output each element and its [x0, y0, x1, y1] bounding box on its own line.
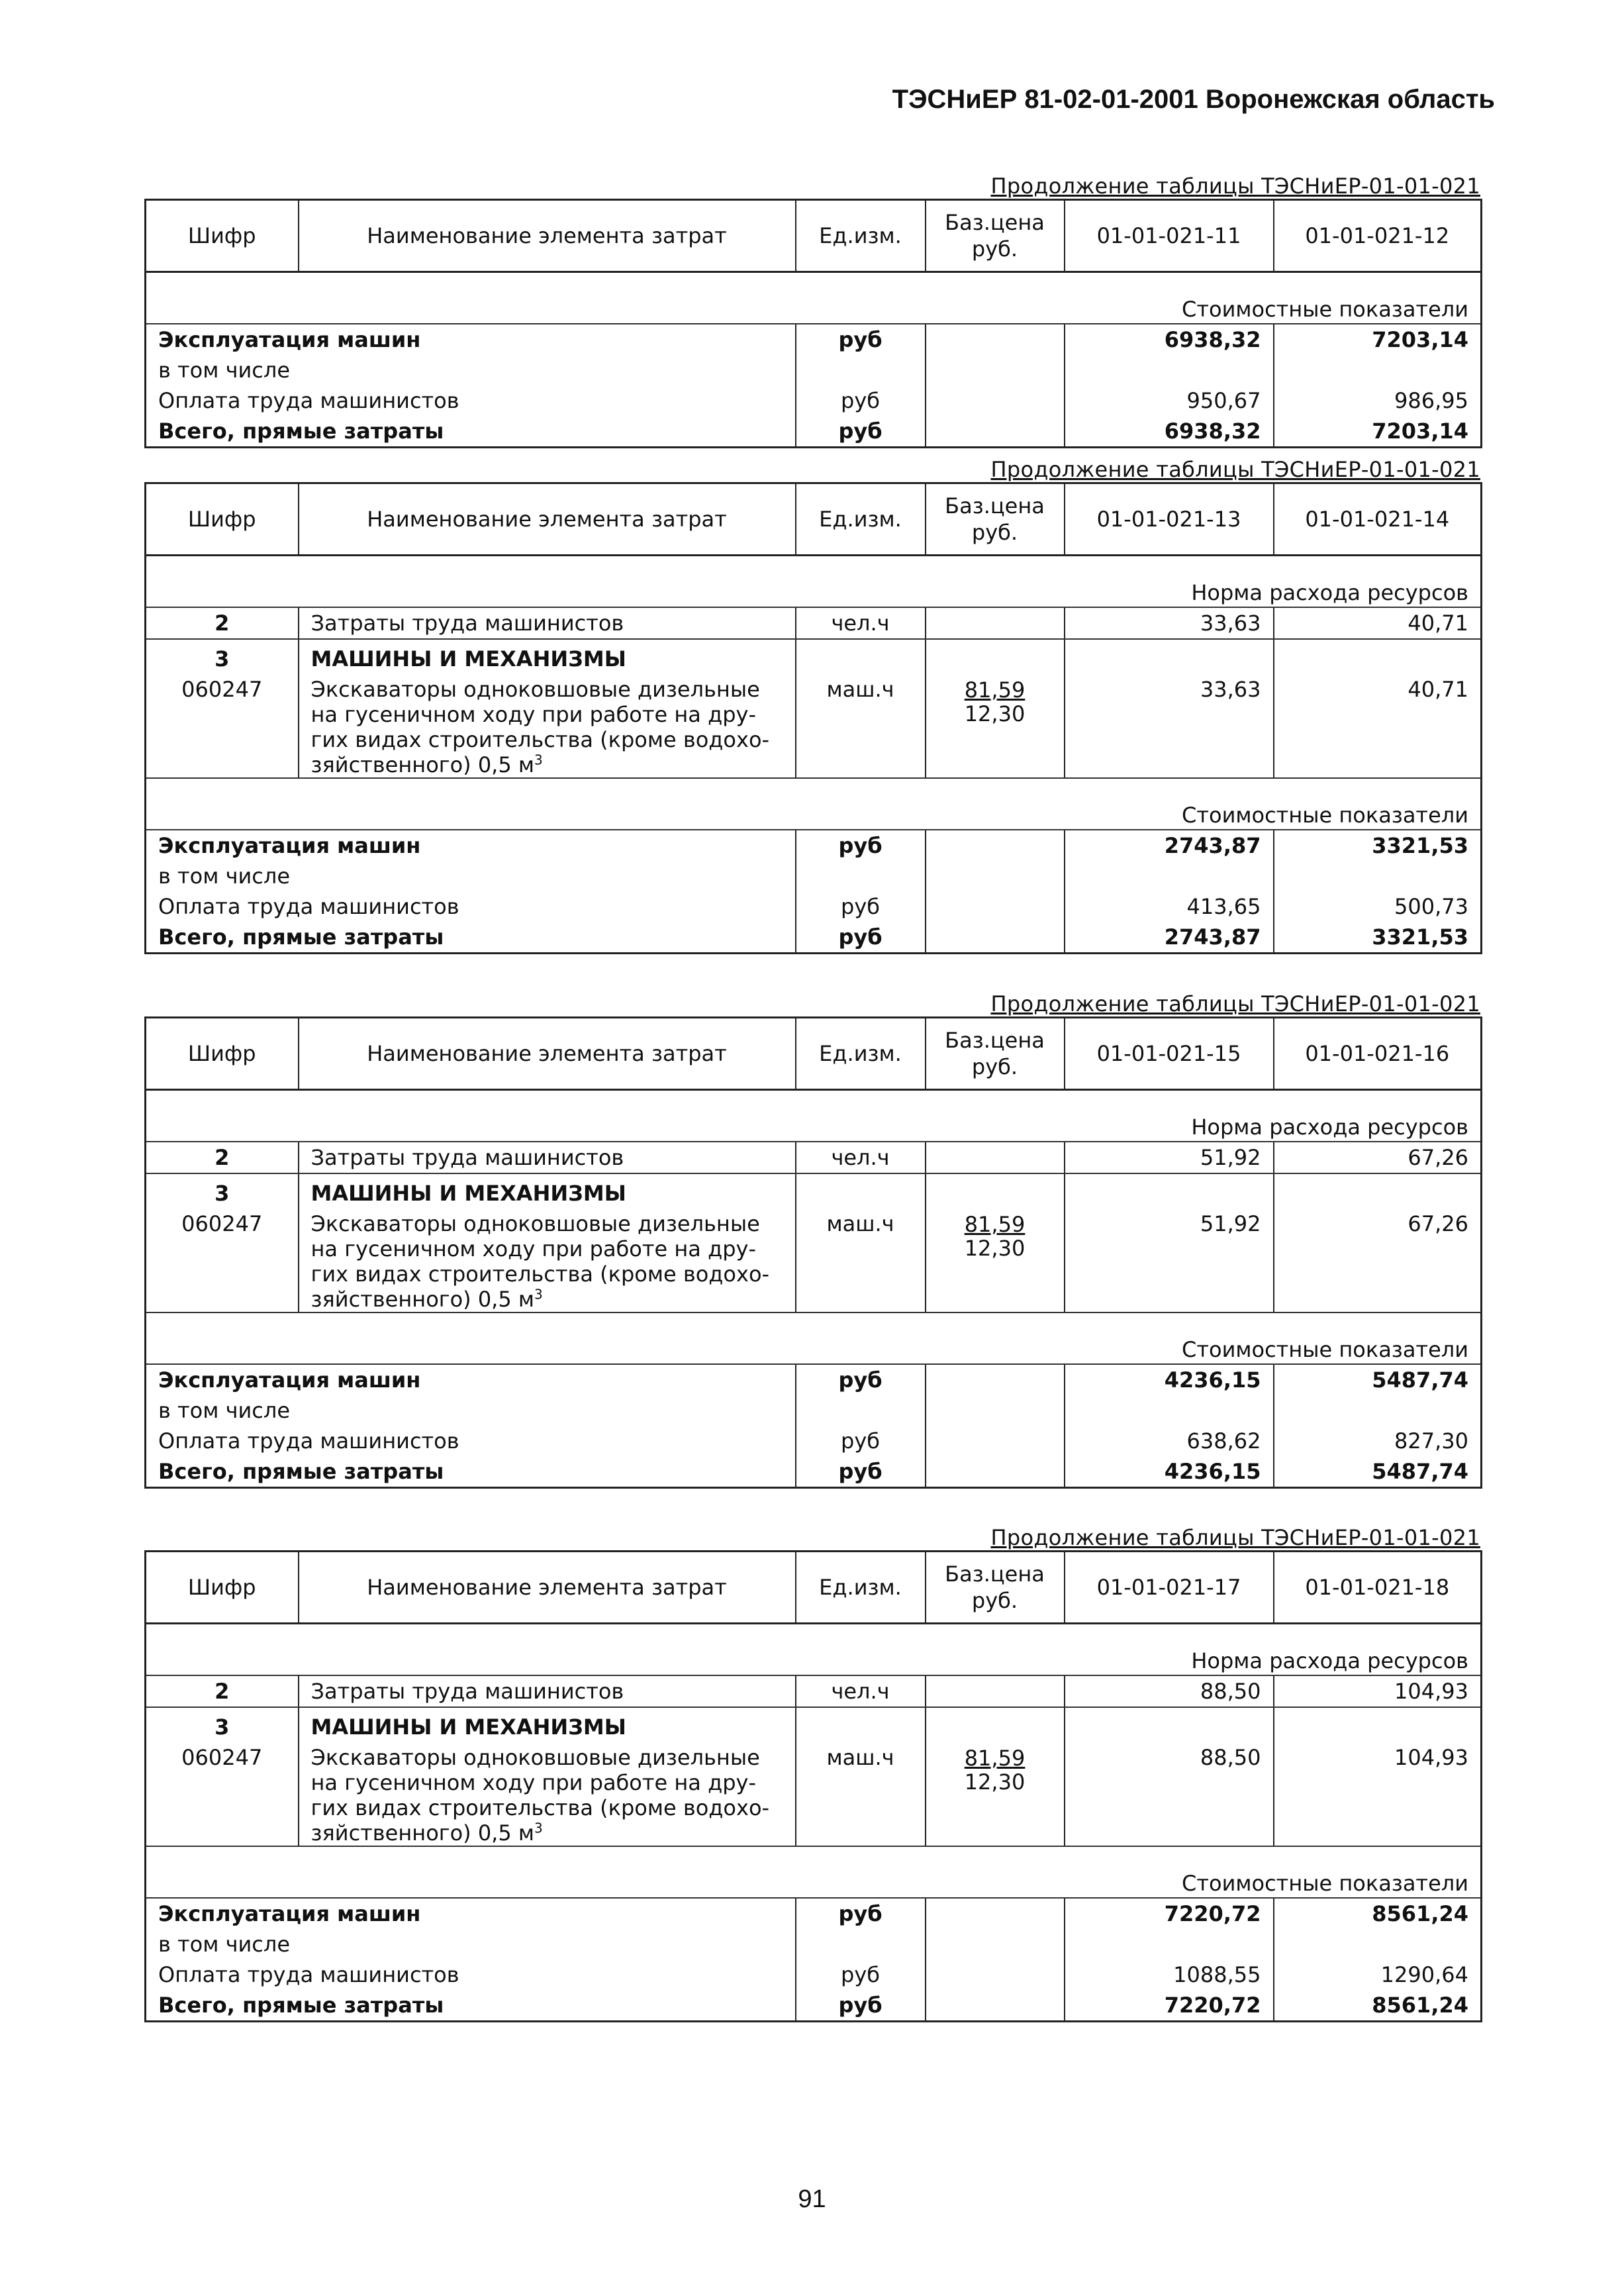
section-header-row	[146, 1869, 1482, 1898]
unit-cell: чел.ч	[796, 1675, 926, 1707]
table-row	[146, 1990, 1482, 2022]
col-header-code-a: 01-01-021-15	[1065, 1018, 1274, 1090]
resource-norm-label: Норма расхода ресурсов	[146, 1113, 1482, 1142]
unit-cell: руб	[796, 830, 926, 861]
col-header-price: Баз.цена руб.	[926, 483, 1065, 556]
section-header-row	[146, 1647, 1482, 1675]
section-header-row	[146, 579, 1482, 607]
unit-cell: руб	[796, 1898, 926, 1929]
col-header-unit: Ед.изм.	[796, 483, 926, 556]
table-row	[146, 324, 1482, 355]
value-cell: 67,26	[1274, 1142, 1482, 1173]
table-row	[146, 674, 1482, 778]
value-cell: 33,63	[1065, 607, 1274, 639]
row-name: Затраты труда машинистов	[299, 1675, 796, 1707]
col-header-unit: Ед.изм.	[796, 1552, 926, 1624]
total-label: Всего, прямые затраты	[146, 1456, 796, 1488]
value-cell: 104,93	[1274, 1742, 1482, 1846]
table-row	[146, 1675, 1482, 1707]
unit-cell: руб	[796, 1456, 926, 1488]
cost-indicators-label: Стоимостные показатели	[146, 801, 1482, 830]
row-code: 2	[146, 1675, 299, 1707]
col-header-unit: Ед.изм.	[796, 1018, 926, 1090]
value-cell: 33,63	[1065, 674, 1274, 778]
value-cell: 3321,53	[1274, 922, 1482, 954]
value-cell: 6938,32	[1065, 324, 1274, 355]
continuation-label: Продолжение таблицы ТЭСНиЕР-01-01-021	[990, 1525, 1480, 1550]
col-header-code-a: 01-01-021-11	[1065, 200, 1274, 272]
resource-norm-label: Норма расхода ресурсов	[146, 1647, 1482, 1675]
value-cell: 3321,53	[1274, 830, 1482, 861]
value-cell: 8561,24	[1274, 1898, 1482, 1929]
col-header-code: Шифр	[146, 483, 299, 556]
section-title: МАШИНЫ И МЕХАНИЗМЫ	[299, 1173, 796, 1209]
unit-cell: чел.ч	[796, 607, 926, 639]
table-row	[146, 355, 1482, 385]
table-row	[146, 416, 1482, 448]
value-cell: 413,65	[1065, 891, 1274, 922]
col-header-unit: Ед.изм.	[796, 200, 926, 272]
machine-op-label: Эксплуатация машин	[146, 830, 796, 861]
table-row	[146, 607, 1482, 639]
col-header-code: Шифр	[146, 1018, 299, 1090]
table-row	[146, 639, 1482, 674]
value-cell: 7220,72	[1065, 1990, 1274, 2022]
price-cell: 81,59 12,30	[926, 1742, 1065, 1846]
col-header-price: Баз.цена руб.	[926, 1018, 1065, 1090]
row-code: 3	[146, 639, 299, 674]
value-cell: 2743,87	[1065, 922, 1274, 954]
section-title: МАШИНЫ И МЕХАНИЗМЫ	[299, 1707, 796, 1742]
value-cell: 6938,32	[1065, 416, 1274, 448]
table-row	[146, 861, 1482, 891]
cost-indicators-label: Стоимостные показатели	[146, 1869, 1482, 1898]
row-code: 060247	[146, 1209, 299, 1312]
table-row	[146, 891, 1482, 922]
machine-name: Экскаваторы одноковшовые дизельные на гусеничном ходу при работе на дру- гих видах строительства (кроме водохо- зяйственного) 0,5 $м^3$	[299, 1742, 796, 1846]
operator-pay-label: Оплата труда машинистов	[146, 385, 796, 416]
table-header-row	[146, 483, 1482, 556]
machine-name: Экскаваторы одноковшовые дизельные на гусеничном ходу при работе на дру- гих видах строительства (кроме водохо- зяйственного) 0,5 $м^3$	[299, 1209, 796, 1312]
resource-table	[144, 1016, 1482, 1489]
resource-table	[144, 482, 1482, 954]
unit-cell: руб	[796, 891, 926, 922]
total-label: Всего, прямые затраты	[146, 922, 796, 954]
cost-indicators-label: Стоимостные показатели	[146, 1336, 1482, 1364]
machine-op-label: Эксплуатация машин	[146, 324, 796, 355]
including-label: в том числе	[146, 1395, 796, 1426]
operator-pay-label: Оплата труда машинистов	[146, 1426, 796, 1456]
row-code: 2	[146, 607, 299, 639]
including-label: в том числе	[146, 1929, 796, 1959]
machine-name: Экскаваторы одноковшовые дизельные на гусеничном ходу при работе на дру- гих видах строительства (кроме водохо- зяйственного) 0,5 $м^3$	[299, 674, 796, 778]
value-cell: 8561,24	[1274, 1990, 1482, 2022]
col-header-code-a: 01-01-021-17	[1065, 1552, 1274, 1624]
row-code: 3	[146, 1173, 299, 1209]
table-row	[146, 1742, 1482, 1846]
table-row	[146, 1209, 1482, 1312]
col-header-code-b: 01-01-021-12	[1274, 200, 1482, 272]
unit-cell: руб	[796, 1959, 926, 1990]
col-header-code-b: 01-01-021-14	[1274, 483, 1482, 556]
continuation-label: Продолжение таблицы ТЭСНиЕР-01-01-021	[990, 173, 1480, 199]
continuation-label: Продолжение таблицы ТЭСНиЕР-01-01-021	[990, 457, 1480, 482]
value-cell: 7203,14	[1274, 324, 1482, 355]
operator-pay-label: Оплата труда машинистов	[146, 891, 796, 922]
operator-pay-label: Оплата труда машинистов	[146, 1959, 796, 1990]
machine-op-label: Эксплуатация машин	[146, 1898, 796, 1929]
value-cell: 104,93	[1274, 1675, 1482, 1707]
value-cell: 4236,15	[1065, 1456, 1274, 1488]
table-row	[146, 830, 1482, 861]
value-cell: 500,73	[1274, 891, 1482, 922]
table-row	[146, 1426, 1482, 1456]
cost-indicators-label: Стоимостные показатели	[146, 295, 1482, 324]
unit-cell: чел.ч	[796, 1142, 926, 1173]
table-row	[146, 1456, 1482, 1488]
row-code: 2	[146, 1142, 299, 1173]
machine-op-label: Эксплуатация машин	[146, 1364, 796, 1395]
col-header-name: Наименование элемента затрат	[299, 1018, 796, 1090]
row-code: 060247	[146, 674, 299, 778]
table-row	[146, 1959, 1482, 1990]
table-row	[146, 1142, 1482, 1173]
value-cell: 986,95	[1274, 385, 1482, 416]
unit-cell: руб	[796, 1990, 926, 2022]
col-header-name: Наименование элемента затрат	[299, 200, 796, 272]
value-cell: 1088,55	[1065, 1959, 1274, 1990]
value-cell: 638,62	[1065, 1426, 1274, 1456]
value-cell: 88,50	[1065, 1742, 1274, 1846]
value-cell: 5487,74	[1274, 1456, 1482, 1488]
unit-cell: руб	[796, 324, 926, 355]
page-number: 91	[798, 2185, 826, 2213]
value-cell: 1290,64	[1274, 1959, 1482, 1990]
table-row	[146, 1898, 1482, 1929]
value-cell: 51,92	[1065, 1209, 1274, 1312]
value-cell: 7220,72	[1065, 1898, 1274, 1929]
value-cell: 4236,15	[1065, 1364, 1274, 1395]
value-cell: 7203,14	[1274, 416, 1482, 448]
col-header-name: Наименование элемента затрат	[299, 1552, 796, 1624]
col-header-name: Наименование элемента затрат	[299, 483, 796, 556]
unit-cell: маш.ч	[796, 674, 926, 778]
col-header-code: Шифр	[146, 200, 299, 272]
including-label: в том числе	[146, 861, 796, 891]
row-name: Затраты труда машинистов	[299, 1142, 796, 1173]
cost-table	[144, 199, 1482, 448]
table-row	[146, 922, 1482, 954]
table-header-row	[146, 200, 1482, 272]
section-title: МАШИНЫ И МЕХАНИЗМЫ	[299, 639, 796, 674]
value-cell: 51,92	[1065, 1142, 1274, 1173]
table-row	[146, 1364, 1482, 1395]
resource-norm-label: Норма расхода ресурсов	[146, 579, 1482, 607]
value-cell: 40,71	[1274, 607, 1482, 639]
col-header-code-b: 01-01-021-18	[1274, 1552, 1482, 1624]
col-header-code-b: 01-01-021-16	[1274, 1018, 1482, 1090]
table-row	[146, 1707, 1482, 1742]
col-header-price: Баз.цена руб.	[926, 200, 1065, 272]
total-label: Всего, прямые затраты	[146, 416, 796, 448]
table-header-row	[146, 1018, 1482, 1090]
resource-table	[144, 1550, 1482, 2022]
price-cell: 81,59 12,30	[926, 1209, 1065, 1312]
col-header-price: Баз.цена руб.	[926, 1552, 1065, 1624]
table-row	[146, 1173, 1482, 1209]
value-cell: 40,71	[1274, 674, 1482, 778]
unit-cell: маш.ч	[796, 1209, 926, 1312]
value-cell: 88,50	[1065, 1675, 1274, 1707]
unit-cell: руб	[796, 416, 926, 448]
unit-cell: руб	[796, 385, 926, 416]
table-row	[146, 1929, 1482, 1959]
section-header-row	[146, 1113, 1482, 1142]
unit-cell: руб	[796, 1364, 926, 1395]
value-cell: 5487,74	[1274, 1364, 1482, 1395]
value-cell: 67,26	[1274, 1209, 1482, 1312]
value-cell: 827,30	[1274, 1426, 1482, 1456]
col-header-code: Шифр	[146, 1552, 299, 1624]
section-header-row	[146, 801, 1482, 830]
table-header-row	[146, 1552, 1482, 1624]
unit-cell: руб	[796, 1426, 926, 1456]
document-header: ТЭСНиЕР 81-02-01-2001 Воронежская область	[892, 85, 1495, 114]
value-cell: 950,67	[1065, 385, 1274, 416]
col-header-code-a: 01-01-021-13	[1065, 483, 1274, 556]
unit-cell: маш.ч	[796, 1742, 926, 1846]
table-row	[146, 385, 1482, 416]
including-label: в том числе	[146, 355, 796, 385]
table-row	[146, 1395, 1482, 1426]
row-code: 3	[146, 1707, 299, 1742]
unit-cell: руб	[796, 922, 926, 954]
value-cell: 2743,87	[1065, 830, 1274, 861]
price-cell: 81,59 12,30	[926, 674, 1065, 778]
total-label: Всего, прямые затраты	[146, 1990, 796, 2022]
section-header-row	[146, 295, 1482, 324]
row-name: Затраты труда машинистов	[299, 607, 796, 639]
row-code: 060247	[146, 1742, 299, 1846]
continuation-label: Продолжение таблицы ТЭСНиЕР-01-01-021	[990, 991, 1480, 1016]
section-header-row	[146, 1336, 1482, 1364]
